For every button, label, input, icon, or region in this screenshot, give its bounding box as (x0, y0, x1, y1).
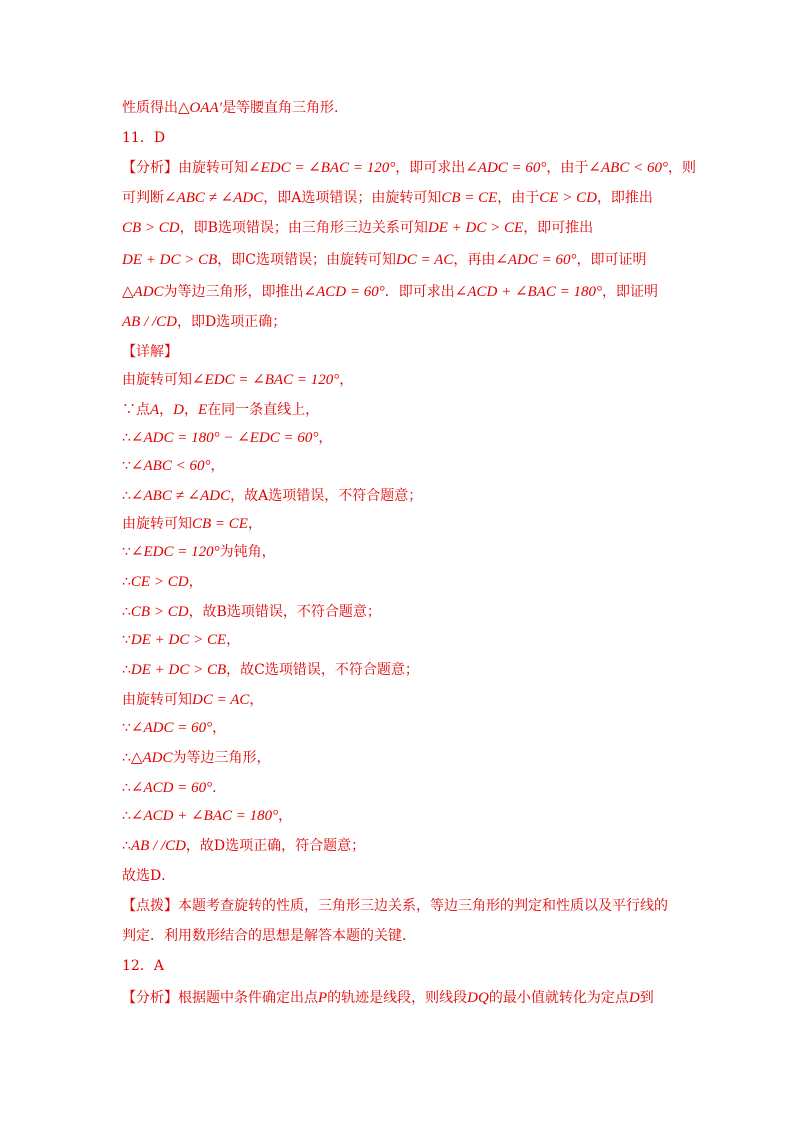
analysis-line: 【分析】由旋转可知∠EDC = ∠BAC = 120°，即可求出∠ADC = 60°，由于∠ABC < 60°，则 (122, 160, 696, 176)
comment-line: 判定．利用数形结合的思想是解答本题的关键． (122, 928, 416, 944)
solution-line: ∵DE + DC > CE， (122, 632, 241, 648)
analysis-line: DE + DC > CB，即C选项错误；由旋转可知DC = AC，再由∠ADC = 60°，即可证明 (122, 252, 647, 268)
analysis-line: △ADC为等边三角形，即推出∠ACD = 60°．即可求出∠ACD + ∠BAC = 180°，即证明 (122, 284, 658, 300)
question-number: 11．D (122, 130, 166, 146)
text-line: 性质得出△OAA′是等腰直角三角形. (122, 100, 339, 116)
solution-line: ∵∠EDC = 120°为钝角， (122, 544, 276, 560)
solution-line: ∴DE + DC > CB，故C选项错误，不符合题意； (122, 662, 419, 678)
solution-line: ∵∠ADC = 60°， (122, 720, 227, 736)
solution-line: ∴∠ABC ≠ ∠ADC，故A选项错误，不符合题意； (122, 488, 423, 504)
solution-line: ∵点A，D，E在同一条直线上， (122, 402, 320, 418)
solution-line: ∴∠ACD + ∠BAC = 180°， (122, 808, 293, 824)
analysis-line: 可判断∠ABC ≠ ∠ADC，即A选项错误；由旋转可知CB = CE，由于CE > CD，即推出 (122, 190, 653, 206)
solution-line: ∴∠ADC = 180° − ∠EDC = 60°， (122, 430, 333, 446)
analysis-line: CB > CD，即B选项错误；由三角形三边关系可知DE + DC > CE，即可推出 (122, 220, 594, 236)
solution-line: ∴AB / /CD，故D选项正确，符合题意； (122, 838, 366, 854)
comment-line: 【点拨】本题考查旋转的性质，三角形三边关系，等边三角形的判定和性质以及平行线的 (122, 898, 668, 914)
solution-line: ∴∠ACD = 60°． (122, 780, 227, 796)
solution-line: ∴CB > CD，故B选项错误，不符合题意； (122, 604, 381, 620)
analysis-line: AB / /CD，即D选项正确； (122, 314, 287, 330)
detail-heading: 【详解】 (122, 344, 178, 360)
solution-line: 由旋转可知DC = AC， (122, 692, 264, 708)
solution-line: ∴CE > CD， (122, 574, 203, 590)
solution-line: 由旋转可知∠EDC = ∠BAC = 120°， (122, 372, 354, 388)
solution-line: ∴△ADC为等边三角形， (122, 750, 271, 766)
solution-line: ∵∠ABC < 60°， (122, 458, 225, 474)
analysis-line: 【分析】根据题中条件确定出点P的轨迹是线段，则线段DQ的最小值就转化为定点D到 (122, 990, 654, 1006)
answer-line: 故选D． (122, 868, 176, 884)
question-number: 12．A (122, 958, 164, 974)
solution-line: 由旋转可知CB = CE， (122, 516, 262, 532)
